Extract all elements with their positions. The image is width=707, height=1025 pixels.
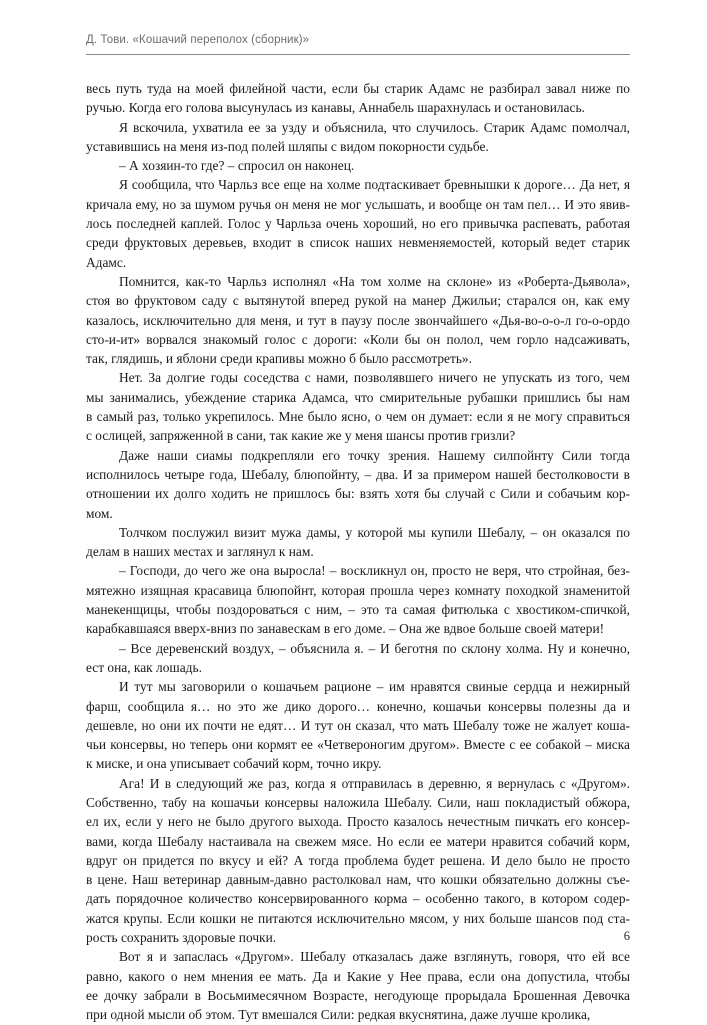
- text-line: к миске, и она уписывает собачий корм, точно икру.: [86, 756, 382, 772]
- text-line: кричала ему, но за шумом ручья он меня не мог услышать, и вообще он там пел… И это явив-: [86, 196, 630, 212]
- text-line: Нет. За долгие годы соседства с нами, позволявшего ничего не упускать из того, чем: [119, 370, 630, 386]
- text-line: манекенщицы, чтобы поздороваться с ним, – это та самая фитюлька с хвостиком-спичкой,: [86, 602, 630, 618]
- paragraph: [86, 774, 630, 948]
- text-line: жатся крупы. Если кошки не питаются исключительно мясом, у них больше шансов под ста-: [86, 910, 630, 926]
- paragraph: [86, 561, 630, 638]
- text-line: дешевле, но они их почти не едят… И тут он сказал, что мать Шебалу тоже не жалует коша-: [86, 717, 630, 733]
- text-line: отношении их долго ходить не пришлось бы: взять хотя бы случай с Сили и собачьим кор-: [86, 486, 630, 502]
- text-line: – Все деревенский воздух, – объяснила я. – И беготня по склону холма. Ну и конечно,: [119, 640, 630, 656]
- text-line: делам в наших местах и заглянул к нам.: [86, 544, 314, 560]
- text-line: дать порядочное количество консервированного корма – особенно такого, в котором содер-: [86, 891, 630, 907]
- paragraph: [86, 118, 630, 157]
- text-line: фарш, сообщила я… но это же дико дорого… конечно, кошачьи консервы полезны да и: [86, 698, 630, 714]
- text-line: – А хозяин-то где? – спросил он наконец.: [119, 158, 355, 174]
- body-text: [86, 79, 630, 1025]
- text-line: ручью. Когда его голова высунулась из канавы, Аннабель шарахнулась и остановилась.: [86, 100, 585, 116]
- text-line: исполнилось четыре года, Шебалу, блюпойнту, – два. И за примером нашей бестолковости в: [86, 466, 630, 482]
- text-line: ел их, если у него не было другого выхода. Просто казалось нечестным пичкать его консер-: [86, 814, 630, 830]
- text-line: мятежно изящная красавица блюпойнт, которая прошла через комнату походкой знаменитой: [86, 582, 630, 598]
- text-line: – Господи, до чего же она выросла! – воскликнул он, просто не веря, что стройная, без-: [119, 563, 630, 579]
- text-line: мом.: [86, 505, 113, 521]
- running-head: Д. Тови. «Кошачий переполох (сборник)»: [86, 34, 310, 46]
- text-line: стоя во фруктовом саду с вытянутой вперед рукой на манер Джильи; старался он, как ему: [86, 293, 630, 309]
- paragraph: [86, 677, 630, 773]
- text-line: сто-и-ит» ворвался знакомый голос с дороги: «Коли бы он полол, чем горло надсаживать,: [86, 331, 630, 347]
- text-line: казалось, исключительно для меня, и тут в паузу после звончайшего «Дья-во-о-о-л го-о-ордо: [86, 312, 630, 328]
- text-line: лось последней каплей. Голос у Чарльза очень хороший, но его привычка распевать, работая: [86, 216, 630, 232]
- text-line: с ослицей, запряженной в сани, так какие же у меня шансы против гризли?: [86, 428, 516, 444]
- text-line: Вот я и запаслась «Другом». Шебалу отказалась даже взглянуть, говоря, что ей все: [119, 949, 630, 965]
- text-line: в цене. Наш ветеринар давным-давно растолковал нам, что кошки обязательно должны съе-: [86, 872, 630, 888]
- text-line: Даже наши сиамы подкрепляли его точку зрения. Нашему силпойнту Сили тогда: [119, 447, 630, 463]
- paragraph: [86, 639, 630, 678]
- text-line: карабкавшаяся вверх-вниз по занавескам в его доме. – Она же вдвое больше своей матери!: [86, 621, 605, 637]
- text-line: весь путь туда на моей филейной части, если бы старик Адамс не разбирал завал ниже по: [86, 81, 630, 96]
- text-line: Я сообщила, что Чарльз все еще на холме подтаскивает бревнышки к дороге… Да нет, я: [119, 177, 630, 193]
- text-line: вдруг он придется по вкусу и ей? А тогда проблема будет решена. И дело было не просто: [86, 852, 630, 868]
- text-line: Я вскочила, ухватила ее за узду и объяснила, что случилось. Старик Адамс помолчал,: [119, 119, 630, 135]
- text-line: И тут мы заговорили о кошачьем рационе – им нравятся свиные сердца и нежирный: [119, 679, 630, 695]
- text-line: Толчком послужил визит мужа дамы, у которой мы купили Шебалу, – он оказался по: [119, 524, 630, 540]
- text-line: Помнится, как-то Чарльз исполнял «На том холме на склоне» из «Роберта-Дьявола»,: [119, 273, 630, 289]
- paragraph: [86, 272, 630, 368]
- paragraph: [86, 175, 630, 271]
- paragraph: [86, 523, 630, 562]
- text-line: вами, когда Шебалу настаивала на свежем мясе. Но если ее матери нравится собачий корм,: [86, 833, 630, 849]
- text-line: рость сохранить здоровые почки.: [86, 930, 277, 946]
- paragraph: [86, 947, 630, 1024]
- text-line: так, глядишь, и яблони среди крапивы можно б было рассмотреть».: [86, 351, 472, 367]
- text-line: в самый раз, только укрепилось. Мне было ясно, о чем он думает: если я не могу справиться: [86, 409, 630, 425]
- text-line: при одной мысли об этом. Тут вмешался Сили: редкая вкуснятина, даже лучше кролика,: [86, 1007, 591, 1023]
- paragraph: [86, 79, 630, 118]
- text-line: чьи консервы, но теперь они кормят ее «Четвероногим другом». Вместе с ее собакой – миска: [86, 737, 630, 753]
- text-line: среди фруктовых деревьев, входит в список наших невменяемостей, который ведет старик: [86, 235, 630, 251]
- text-line: Собственно, табу на кошачьи консервы наложила Шебалу. Сили, наш покладистый обжора,: [86, 794, 630, 810]
- text-line: ест она, как лошадь.: [86, 659, 202, 675]
- paragraph: [86, 156, 630, 175]
- text-line: ее дочку забрали в Восьмимесячном Возрасте, негодующе прорыдала Брошенная Девочка: [86, 987, 630, 1003]
- text-line: равно, какого о нем мнения ее мать. Да и Какие у Нее права, если она допустила, чтобы: [86, 968, 630, 984]
- page-number: 6: [623, 929, 630, 943]
- text-line: Ага! И в следующий же раз, когда я отправилась в деревню, я вернулась с «Другом».: [119, 775, 630, 791]
- text-line: мы занимались, убеждение старика Адамса, что смирительные рубашки пришлись бы нам: [86, 389, 630, 405]
- paragraph: [86, 446, 630, 523]
- header-rule: [86, 54, 630, 55]
- text-line: уставившись на меня из-под полей шляпы с видом покорности судьбе.: [86, 138, 489, 154]
- text-line: Адамс.: [86, 254, 127, 270]
- paragraph: [86, 368, 630, 445]
